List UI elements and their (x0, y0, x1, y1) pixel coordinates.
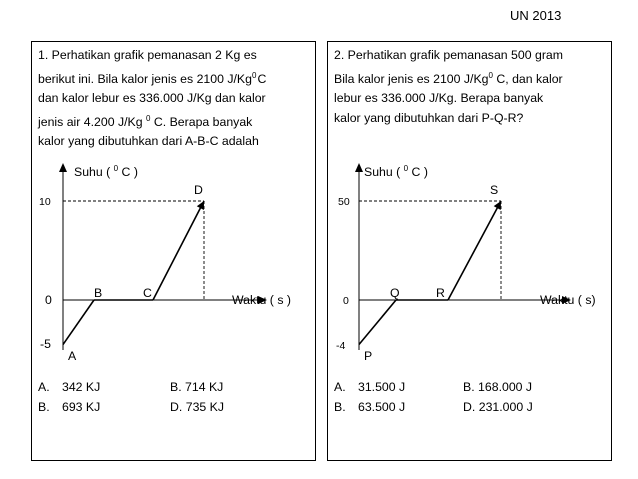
q2-heating-curve (359, 201, 501, 345)
q2-tick-minus4: -4 (336, 340, 346, 352)
exam-label: UN 2013 (510, 8, 562, 23)
q1-point-c: C (143, 286, 152, 300)
q1-segment-CD (153, 201, 204, 300)
q1-point-d: D (194, 183, 203, 197)
q1-tick-minus5: -5 (40, 337, 51, 351)
q1-line-5: kalor yang dibutuhkan dari A-B-C adalah (38, 134, 259, 149)
q1-x-label: Waktu ( s ) (232, 293, 291, 307)
q1-sup-2: 0 (146, 113, 151, 123)
q1-option-d[interactable]: D. 735 KJ (170, 400, 225, 414)
q2-line-2-tail: C, dan kalor (492, 71, 563, 86)
q2-point-r: R (436, 286, 445, 300)
question-1-panel (31, 41, 316, 461)
q1-segment-AB (63, 300, 94, 345)
q2-option-b-63500[interactable]: B. 63.500 J (334, 400, 406, 414)
q2-segment-PQ (359, 300, 396, 345)
q2-tick-0: 0 (343, 295, 349, 307)
q1-y-label: Suhu ( $^0$ C ) (74, 164, 138, 179)
q2-option-a[interactable]: A. 31.500 J (334, 380, 406, 394)
q1-line-2-tail: C (257, 71, 267, 86)
q2-option-b-168000[interactable]: B. 168.000 J (463, 380, 533, 394)
q2-sup-1: 0 (488, 70, 493, 80)
q2-line-2: Bila kalor jenis es 2100 J/Kg (334, 71, 489, 86)
q1-point-b: B (94, 286, 103, 300)
q1-line-2: berikut ini. Bila kalor jenis es 2100 J/Kg (38, 71, 252, 86)
q1-option-a[interactable]: A. 342 KJ (38, 380, 101, 394)
q1-line-1: 1. Perhatikan grafik pemanasan 2 Kg es (38, 48, 257, 62)
q1-option-b-714[interactable]: B. 714 KJ (170, 380, 224, 394)
q2-option-d[interactable]: D. 231.000 J (463, 400, 533, 414)
q1-tick-0: 0 (45, 293, 52, 307)
q1-heating-chart (32, 152, 317, 377)
q1-tick-10: 10 (39, 196, 51, 208)
question-2-panel (327, 41, 612, 461)
q1-sup-1: 0 (251, 70, 257, 80)
q2-heating-chart (328, 152, 613, 377)
q2-segment-RS (448, 201, 501, 300)
q1-point-a: A (68, 349, 77, 363)
q1-line-4: jenis air 4.200 J/Kg (38, 114, 143, 129)
q1-heating-curve (63, 201, 204, 345)
q2-y-axis-arrow (355, 163, 363, 172)
question-2-text (334, 46, 610, 128)
q2-point-s: S (490, 183, 499, 197)
question-1-text (38, 46, 314, 152)
q2-tick-50: 50 (338, 196, 350, 208)
q2-line-4: kalor yang dibutuhkan dari P-Q-R? (334, 110, 524, 125)
q2-line-3: lebur es 336.000 J/Kg. Berapa banyak (334, 91, 544, 106)
q1-line-3: dan kalor lebur es 336.000 J/Kg dan kalor (38, 91, 266, 106)
q1-line-4-tail: C. Berapa banyak (150, 114, 253, 129)
q2-y-label: Suhu ( $^0$ C ) (364, 164, 428, 179)
q2-point-q: Q (390, 286, 400, 300)
q2-line-1: 2. Perhatikan grafik pemanasan 500 gram (334, 48, 563, 62)
q1-option-b-693[interactable]: B. 693 KJ (38, 400, 101, 414)
q2-x-label: Waktu ( s) (540, 293, 596, 307)
q1-y-axis-arrow (59, 163, 67, 172)
q2-point-p: P (364, 349, 373, 363)
